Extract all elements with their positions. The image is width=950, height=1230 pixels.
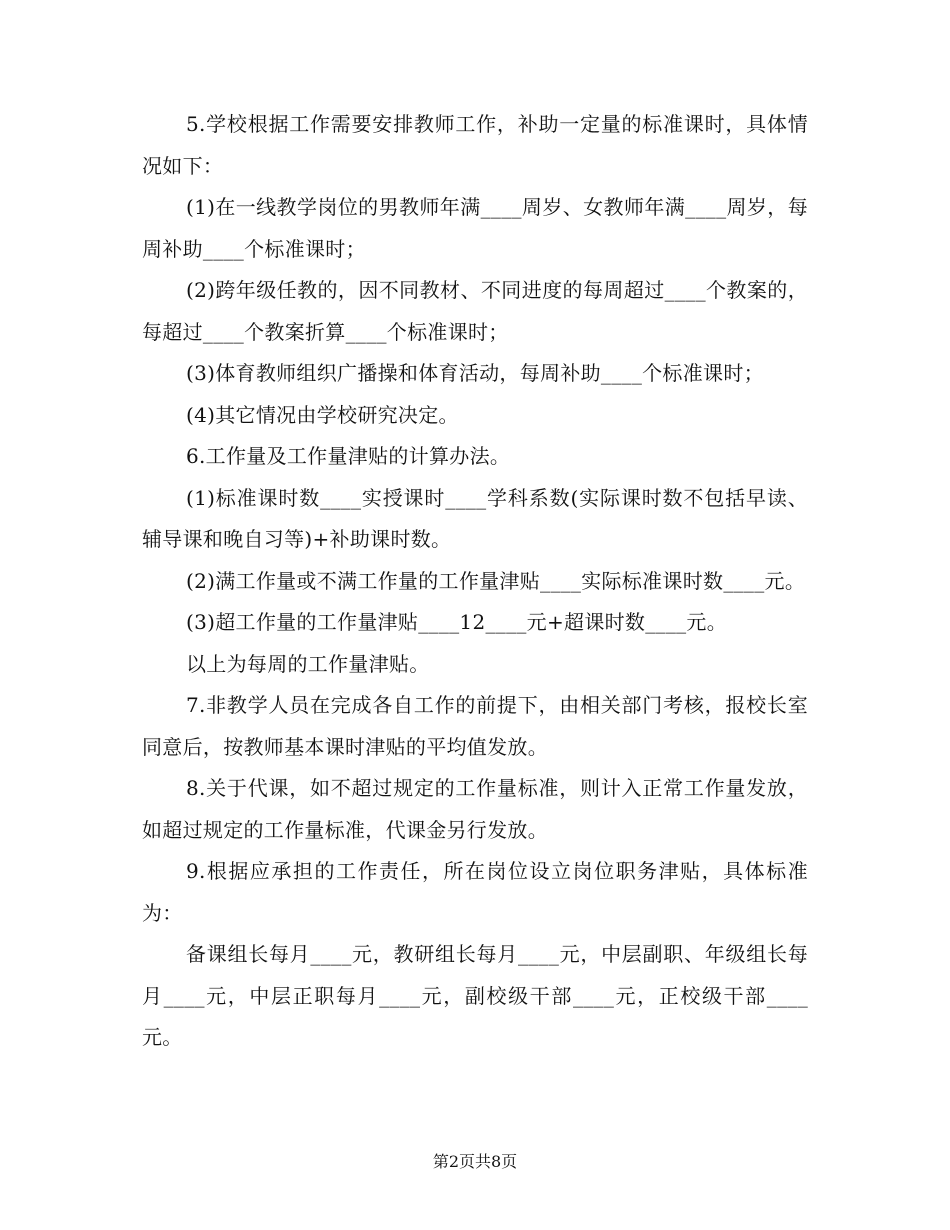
paragraph-item-6-2: (2)满工作量或不满工作量的工作量津贴____实际标准课时数____元。 <box>186 568 806 593</box>
paragraph-item-5: 5.学校根据工作需要安排教师工作，补助一定量的标准课时，具体情况如下： <box>142 112 808 178</box>
paragraph-item-5-4: (4)其它情况由学校研究决定。 <box>186 402 459 427</box>
paragraph-item-9: 9.根据应承担的工作责任，所在岗位设立岗位职务津贴，具体标准为： <box>142 859 808 925</box>
paragraph-weekly-note: 以上为每周的工作量津贴。 <box>186 651 430 676</box>
paragraph-item-8: 8.关于代课，如不超过规定的工作量标准，则计入正常工作量发放，如超过规定的工作量标准，代课金另行发放。 <box>142 776 808 842</box>
paragraph-allowance-standards: 备课组长每月____元，教研组长每月____元，中层副职、年级组长每月____元，中层正职每月____元，副校级干部____元，正校级干部____元。 <box>142 942 808 1049</box>
paragraph-item-7: 7.非教学人员在完成各自工作的前提下，由相关部门考核，报校长室同意后，按教师基本课时津贴的平均值发放。 <box>142 693 808 759</box>
paragraph-item-6-3: (3)超工作量的工作量津贴____12____元+超课时数____元。 <box>186 610 728 634</box>
page-number: 第2页共8页 <box>432 1152 518 1171</box>
paragraph-item-6: 6.工作量及工作量津贴的计算办法。 <box>186 444 511 468</box>
paragraph-item-6-1: (1)标准课时数____实授课时____学科系数(实际课时数不包括早读、辅导课和晚自习等)+补助课时数。 <box>142 485 808 551</box>
paragraph-item-5-3: (3)体育教师组织广播操和体育活动，每周补助____个标准课时； <box>186 361 764 385</box>
document-body <box>142 104 808 1059</box>
paragraph-item-5-1: (1)在一线教学岗位的男教师年满____周岁、女教师年满____周岁，每周补助____个标准课时； <box>142 195 808 261</box>
paragraph-item-5-2: (2)跨年级任教的，因不同教材、不同进度的每周超过____个教案的，每超过____个教案折算____个标准课时； <box>142 278 808 344</box>
